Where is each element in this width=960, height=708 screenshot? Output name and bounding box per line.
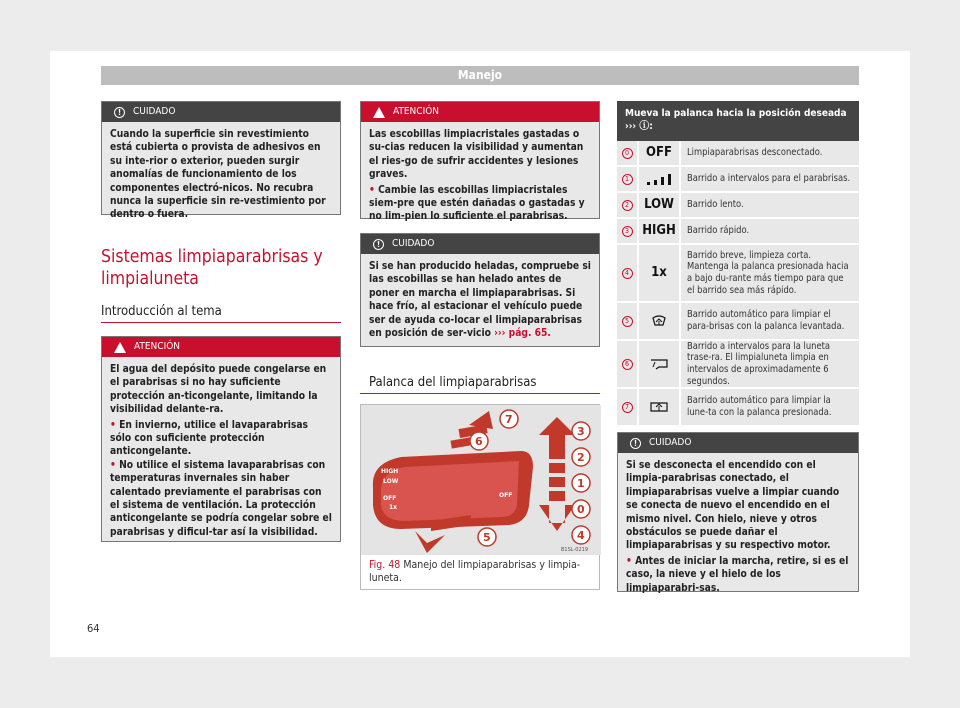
high-symbol: HIGH bbox=[637, 219, 681, 243]
bullet-item: • Antes de iniciar la marcha, retire, si es el caso, la nieve y el hielo de los limpiaparabri-sas. bbox=[626, 555, 850, 595]
info-icon: ! bbox=[114, 107, 125, 118]
caution-text: Si se han producido heladas, compruebe si las escobillas se han helado antes de poner en marcha el limpiaparabrisas. Si hace frío, al estacionar el vehículo puede ser de ayuda co-locar el limpiaparabrisas en posición de ser-vicio bbox=[369, 261, 591, 340]
callout-0: 0 bbox=[577, 503, 585, 516]
warning-text: Las escobillas limpiacristales gastadas o su-cias reducen la visibilidad y aumentan el ries-go de sufrir accidentes y lesiones graves. bbox=[369, 129, 584, 181]
bullet-item: • No utilice el sistema lavaparabrisas con temperaturas invernales sin haber calentado previamente el parabrisas con el sistema de ventilación. La protección anticongelante se podría congelar sobre el parabrisas y dificul-tar así la visibilidad. bbox=[110, 459, 332, 539]
low-symbol: LOW bbox=[637, 193, 681, 217]
off-symbol: OFF bbox=[637, 141, 681, 165]
row-text: Barrido a intervalos para la luneta trase-ra. El limpialuneta limpia en intervalos de aproximadamente 6 segundos. bbox=[687, 340, 831, 387]
bullet-item: • En invierno, utilice el lavaparabrisas sólo con suficiente protección anticongelante. bbox=[110, 419, 332, 459]
caution-text: Cuando la superficie sin revestimiento está cubierta o provista de adhesivos en su inte-rior o exterior, pueden surgir anomalías de funcionamiento de los componentes electró-nicos. No recubra nunca la superficie sin re-vestimiento por dentro o fuera. bbox=[110, 129, 326, 221]
caution-title: CUIDADO bbox=[392, 238, 435, 249]
section-rule bbox=[360, 393, 600, 394]
callout-2: 2 bbox=[577, 451, 585, 464]
caution-title: CUIDADO bbox=[133, 106, 176, 117]
lever-label-off-rear: OFF bbox=[499, 492, 513, 499]
info-icon: ! bbox=[630, 438, 641, 449]
caution-text: Si se desconecta el encendido con el limpia-parabrisas conectado, el limpiaparabrisas vuelve a limpiar cuando se conecta de nuevo el encendido en el mismo nivel. Con hielo, nieve y otros obstáculos se puede dañar el limpiaparabrisas y su respectivo motor. bbox=[626, 460, 840, 552]
row-text: Barrido rápido. bbox=[687, 225, 750, 237]
caution-header bbox=[361, 234, 599, 254]
section-title: Sistemas limpiaparabrisas y limpialuneta bbox=[101, 247, 323, 289]
page-link[interactable]: ››› pág. 65. bbox=[494, 328, 551, 340]
single-wipe-symbol: 1x bbox=[637, 245, 681, 301]
row-text: Barrido a intervalos para el parabrisas. bbox=[687, 173, 851, 185]
section-rule bbox=[101, 322, 341, 323]
callout-3: 3 bbox=[577, 425, 585, 438]
subsection-title-lever: Palanca del limpiaparabrisas bbox=[369, 375, 537, 390]
page-header: Manejo bbox=[101, 66, 859, 85]
caution-header bbox=[102, 102, 340, 122]
row-number: 2 bbox=[622, 200, 633, 211]
callout-5: 5 bbox=[483, 531, 491, 544]
warning-header bbox=[361, 102, 599, 122]
row-text: Barrido breve, limpieza corta. Mantenga la palanca presionada hacia a bajo du-rante más tiempo para que el barrido sea más rápido. bbox=[687, 249, 849, 296]
caution-title: CUIDADO bbox=[649, 437, 692, 448]
table-row bbox=[617, 389, 859, 427]
row-number: 5 bbox=[622, 316, 633, 327]
callout-1: 1 bbox=[577, 477, 585, 490]
lever-label-high: HIGH bbox=[381, 468, 399, 475]
table-row bbox=[617, 167, 859, 193]
row-number: 1 bbox=[622, 174, 633, 185]
row-number: 7 bbox=[622, 402, 633, 413]
rear-window-washer-icon bbox=[637, 389, 681, 425]
bullet-item: • Cambie las escobillas limpiacristales siem-pre que estén dañadas o gastadas y no lim-pien lo suficiente el parabrisas. bbox=[369, 184, 591, 224]
callout-4: 4 bbox=[577, 529, 585, 542]
windshield-washer-icon bbox=[637, 303, 681, 339]
lever-label-1x: 1x bbox=[389, 504, 398, 511]
subsection-title-intro: Introducción al tema bbox=[101, 304, 222, 319]
row-number: 0 bbox=[622, 148, 633, 159]
table-row bbox=[617, 341, 859, 389]
figure-number: Fig. 48 bbox=[369, 559, 401, 571]
row-text: Limpiaparabrisas desconectado. bbox=[687, 147, 823, 159]
figure-code: B1SL-0219 bbox=[561, 547, 589, 553]
row-text: Barrido lento. bbox=[687, 199, 744, 211]
caution-header bbox=[618, 433, 858, 453]
page-number: 64 bbox=[87, 622, 100, 635]
warning-box-1 bbox=[101, 336, 341, 542]
callout-7: 7 bbox=[505, 413, 513, 426]
figure-caption-text: Manejo del limpiaparabrisas y limpia-luneta. bbox=[369, 559, 581, 584]
caution-box-3 bbox=[617, 432, 859, 592]
warning-triangle-icon bbox=[114, 342, 126, 353]
table-row bbox=[617, 303, 859, 341]
warning-header bbox=[102, 337, 340, 357]
table-row bbox=[617, 141, 859, 167]
row-number: 4 bbox=[622, 268, 633, 279]
row-text: Barrido automático para limpiar el para-brisas con la palanca levantada. bbox=[687, 309, 845, 332]
lever-label-low: LOW bbox=[383, 478, 399, 485]
table-row bbox=[617, 193, 859, 219]
interval-bars-icon bbox=[637, 167, 681, 191]
warning-box-2 bbox=[360, 101, 600, 223]
info-icon: ! bbox=[373, 239, 384, 250]
row-text: Barrido automático para limpiar la lune-ta con la palanca presionada. bbox=[687, 395, 832, 418]
warning-title: ATENCIÓN bbox=[393, 106, 440, 117]
warning-triangle-icon bbox=[373, 107, 385, 118]
caution-box-1 bbox=[101, 101, 341, 221]
wiper-lever-illustration bbox=[361, 405, 601, 555]
rear-window-wiper-icon bbox=[637, 341, 681, 387]
table-row bbox=[617, 245, 859, 303]
table-row bbox=[617, 219, 859, 245]
row-number: 3 bbox=[622, 226, 633, 237]
wiper-positions-table bbox=[617, 101, 859, 427]
row-number: 6 bbox=[622, 359, 633, 370]
table-header: Mueva la palanca hacia la posición deseada ››› ⓘ: bbox=[617, 101, 859, 141]
callout-6: 6 bbox=[475, 435, 483, 448]
warning-text: El agua del depósito puede congelarse en el parabrisas si no hay suficiente protección an-ticongelante, limitando la visibilidad delante-ra. bbox=[110, 364, 327, 416]
figure-caption bbox=[369, 559, 595, 585]
warning-title: ATENCIÓN bbox=[134, 341, 181, 352]
lever-label-off: OFF bbox=[383, 495, 397, 502]
caution-box-2 bbox=[360, 233, 600, 347]
